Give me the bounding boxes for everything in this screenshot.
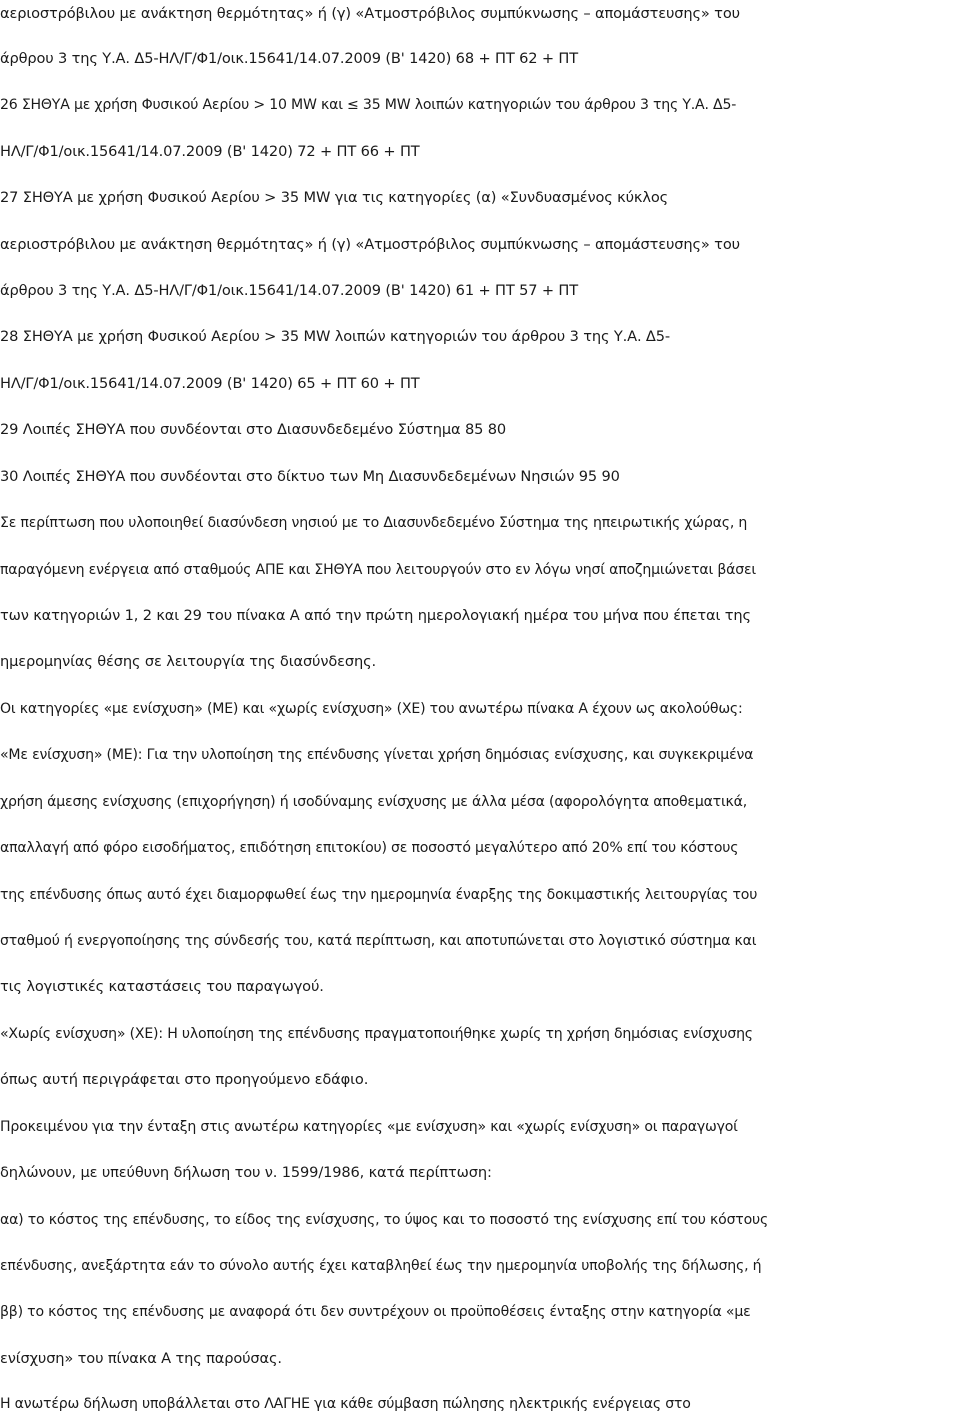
text-line-4: ΗΛ/Γ/Φ1/οικ.15641/14.07.2009 (Β' 1420) 72 + ΠΤ 66 + ΠΤ [0, 143, 420, 160]
text-line-18: χρήση άμεσης ενίσχυσης (επιχορήγηση) ή ισοδύναμης ενίσχυσης με άλλα μέσα (αφορολόγητα αποθεματικά, [0, 794, 748, 810]
text-line-15: ημερομηνίας θέσης σε λειτουργία της διασύνδεσης. [0, 653, 376, 670]
text-line-31: Η ανωτέρω δήλωση υποβάλλεται στο ΛΑΓΗΕ για κάθε σύμβαση πώλησης ηλεκτρικής ενέργειας στο [0, 1396, 691, 1412]
text-line-8: 28 ΣΗΘΥΑ με χρήση Φυσικού Αερίου > 35 MW λοιπών κατηγοριών του άρθρου 3 της Υ.Α. Δ5- [0, 328, 671, 345]
text-line-13: παραγόμενη ενέργεια από σταθμούς ΑΠΕ και ΣΗΘΥΑ που λειτουργούν στο εν λόγω νησί αποζημιώνεται βάσει [0, 562, 756, 578]
text-line-24: όπως αυτή περιγράφεται στο προηγούμενο εδάφιο. [0, 1071, 369, 1088]
text-line-6: αεριοστρόβιλου με ανάκτηση θερμότητας» ή (γ) «Ατμοστρόβιλος συμπύκνωσης – απομάστευσης» του [0, 236, 740, 253]
text-line-27: αα) το κόστος της επένδυσης, το είδος της ενίσχυσης, το ύψος και το ποσοστό της ενίσχυσης επί του κόστους [0, 1212, 769, 1228]
text-line-19: απαλλαγή από φόρο εισοδήματος, επιδότηση επιτοκίου) σε ποσοστό μεγαλύτερο από 20% επί του κόστους [0, 840, 739, 856]
text-line-2: άρθρου 3 της Υ.Α. Δ5-ΗΛ/Γ/Φ1/οικ.15641/14.07.2009 (Β' 1420) 68 + ΠΤ 62 + ΠΤ [0, 50, 579, 67]
text-line-9: ΗΛ/Γ/Φ1/οικ.15641/14.07.2009 (Β' 1420) 65 + ΠΤ 60 + ΠΤ [0, 375, 420, 392]
text-line-17: «Με ενίσχυση» (ΜΕ): Για την υλοποίηση της επένδυσης γίνεται χρήση δημόσιας ενίσχυσης, και συγκεκριμένα [0, 747, 754, 763]
text-line-21: σταθμού ή ενεργοποίησης της σύνδεσής του, κατά περίπτωση, και αποτυπώνεται στο λογιστικό σύστημα και [0, 933, 757, 949]
text-line-28: επένδυσης, ανεξάρτητα εάν το σύνολο αυτής έχει καταβληθεί έως την ημερομηνία υποβολής της δήλωσης, ή [0, 1258, 762, 1274]
text-line-23: «Χωρίς ενίσχυση» (ΧΕ): Η υλοποίηση της επένδυσης πραγματοποιήθηκε χωρίς τη χρήση δημόσιας ενίσχυσης [0, 1026, 753, 1042]
text-line-7: άρθρου 3 της Υ.Α. Δ5-ΗΛ/Γ/Φ1/οικ.15641/14.07.2009 (Β' 1420) 61 + ΠΤ 57 + ΠΤ [0, 282, 579, 299]
text-line-22: τις λογιστικές καταστάσεις του παραγωγού. [0, 978, 324, 995]
text-line-29: ββ) το κόστος της επένδυσης με αναφορά ότι δεν συντρέχουν οι προϋποθέσεις ένταξης στην κατηγορία «με [0, 1304, 751, 1320]
text-line-30: ενίσχυση» του πίνακα Α της παρούσας. [0, 1350, 282, 1367]
text-line-20: της επένδυσης όπως αυτό έχει διαμορφωθεί έως την ημερομηνία έναρξης της δοκιμαστικής λειτουργίας του [0, 887, 758, 903]
text-line-5: 27 ΣΗΘΥΑ με χρήση Φυσικού Αερίου > 35 MW για τις κατηγορίες (α) «Συνδυασμένος κύκλος [0, 189, 669, 206]
text-line-10: 29 Λοιπές ΣΗΘΥΑ που συνδέονται στο Διασυνδεδεμένο Σύστημα 85 80 [0, 421, 507, 438]
text-line-12: Σε περίπτωση που υλοποιηθεί διασύνδεση νησιού με το Διασυνδεδεμένο Σύστημα της ηπειρωτικής χώρας, η [0, 515, 748, 531]
text-line-11: 30 Λοιπές ΣΗΘΥΑ που συνδέονται στο δίκτυο των Μη Διασυνδεδεμένων Νησιών 95 90 [0, 468, 620, 485]
text-line-25: Προκειμένου για την ένταξη στις ανωτέρω κατηγορίες «με ενίσχυση» και «χωρίς ενίσχυση» οι παραγωγοί [0, 1119, 738, 1135]
text-line-1: αεριοστρόβιλου με ανάκτηση θερμότητας» ή (γ) «Ατμοστρόβιλος συμπύκνωσης – απομάστευσης» του [0, 5, 740, 22]
text-line-14: των κατηγοριών 1, 2 και 29 του πίνακα Α από την πρώτη ημερολογιακή ημέρα του μήνα που έπεται της [0, 607, 751, 624]
text-line-16: Οι κατηγορίες «με ενίσχυση» (ΜΕ) και «χωρίς ενίσχυση» (ΧΕ) του ανωτέρω πίνακα Α έχουν ως ακολούθως: [0, 701, 743, 717]
text-line-26: δηλώνουν, με υπεύθυνη δήλωση του ν. 1599/1986, κατά περίπτωση: [0, 1164, 492, 1181]
text-line-3: 26 ΣΗΘΥΑ με χρήση Φυσικού Αερίου > 10 MW και ≤ 35 MW λοιπών κατηγοριών του άρθρου 3 της Υ.Α. Δ5- [0, 97, 737, 113]
